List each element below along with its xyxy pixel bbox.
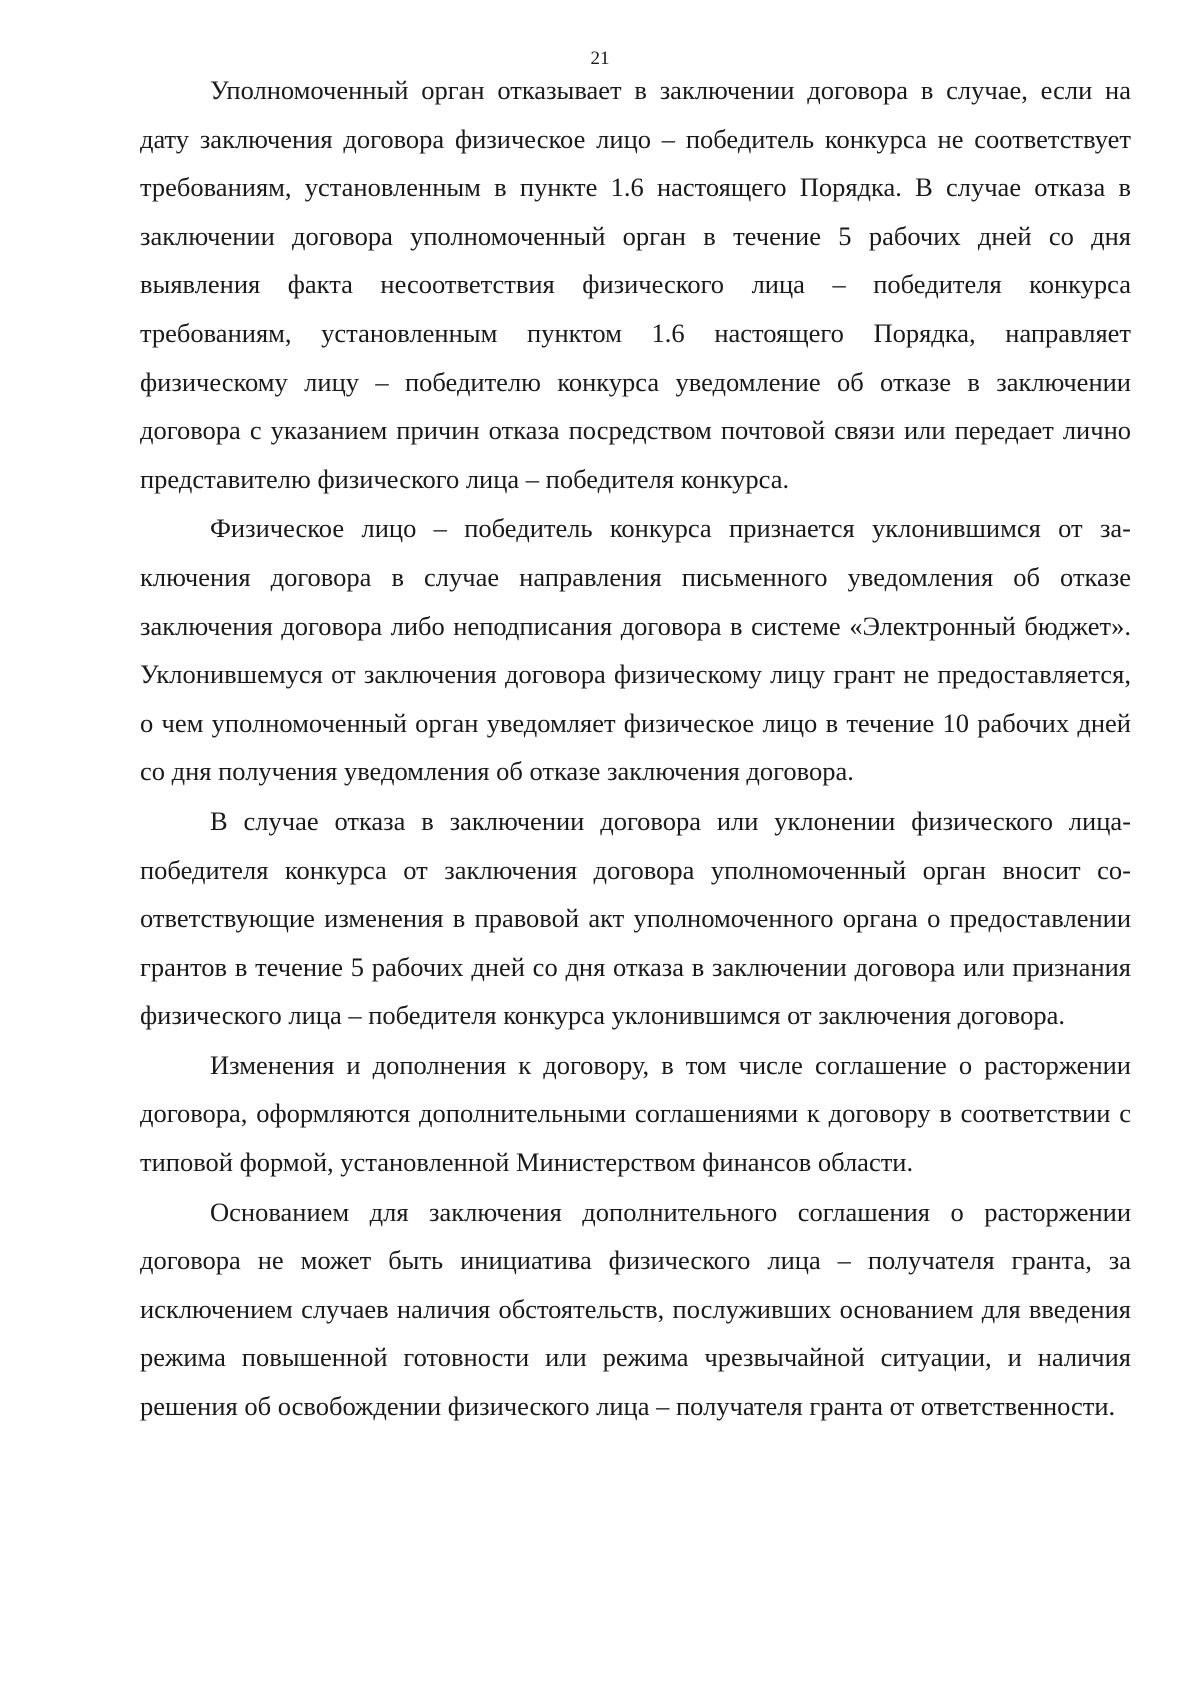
- paragraph-contract-changes: Изменения и дополнения к договору, в том числе соглашение о расторжении договора, оформляются дополнительными соглашениями к договору в соответствии с типовой формой, установленной Министерством финансов области.: [140, 1049, 1131, 1178]
- document-body: [140, 66, 1131, 1431]
- paragraph-amendments-to-act: В случае отказа в заключении договора или уклонении физического лица-победителя конкурса от заключения договора уполномоченный орган вносит соответствующие изменения в правовой акт уполномоченного органа о предоставлении грантов в течение 5 рабочих дней со дня отказа в заключении договора или признания физического лица – победителя конкурса уклонившимся от заключения договора.: [140, 805, 1131, 1031]
- page-number: 21: [590, 48, 610, 69]
- paragraph-termination-grounds: Основанием для заключения дополнительного соглашения о расторжении договора не может быть инициатива физического лица – получателя гранта, за исключением случаев наличия обстоятельств, послуживших основанием для введения режима повышенной готовности или режима чрезвычайной ситуации, и наличия решения об освобождении физического лица – получателя гранта от ответственности.: [140, 1196, 1131, 1422]
- paragraph-evasion: Физическое лицо – победитель конкурса признается уклонившимся от заключения договора в случае направления письменного уведомления об отказе заключения договора либо неподписания договора в системе «Электронный бюджет». Уклонившемуся от заключения договора физическому лицу грант не предоставляется, о чем уполномоченный орган уведомляет физическое лицо в течение 10 рабочих дней со дня получения уведомления об отказе заключения договора.: [140, 513, 1131, 787]
- paragraph-refusal: Уполномоченный орган отказывает в заключении договора в случае, если на дату заключения договора физическое лицо – победитель конкурса не соответствует требованиям, установленным в пункте 1.6 настоящего Порядка. В случае отказа в заключении договора уполномоченный орган в течение 5 рабочих дней со дня выявления факта несоответствия физического лица – победителя конкурса требованиям, установленным пунктом 1.6 настоящего Порядка, направляет физическому лицу – победителю конкурса уведомление об отказе в заключении договора с указанием причин отказа посредством почтовой связи или передает лично представителю физического лица – победителя конкурса.: [140, 75, 1131, 494]
